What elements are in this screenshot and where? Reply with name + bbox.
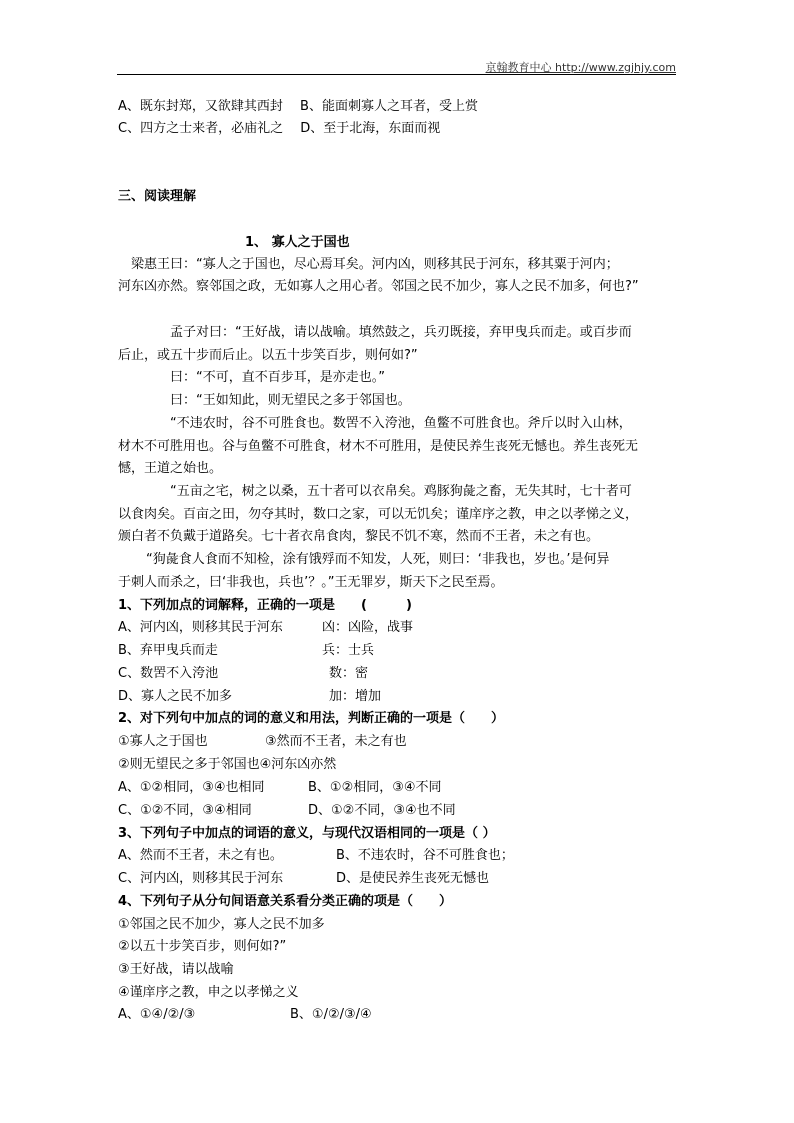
passage-line: 孟子对曰：“王好战，请以战喻。填然鼓之，兵刃既接，弃甲曳兵而走。或百步而 — [170, 325, 632, 340]
q3-option-b: B、不违农时，谷不可胜食也； — [336, 848, 514, 863]
passage-line: 于刺人而杀之，曰‘非我也，兵也’？。”王无罪岁，斯天下之民至焉。 — [118, 575, 504, 590]
q3-option-c: C、河内凶，则移其民于河东 — [118, 871, 284, 886]
passage-line: 憾，王道之始也。 — [118, 461, 223, 476]
q1-option-c-gloss: 数：密 — [329, 666, 369, 681]
passage-line: 以食肉矣。百亩之田，勿夺其时，数口之家，可以无饥矣；谨庠序之教，申之以孝悌之义， — [118, 507, 639, 522]
q1-option-b: B、弃甲曳兵而走 — [118, 643, 218, 658]
passage-line: 河东凶亦然。察邻国之政，无如寡人之用心者。邻国之民不加少，寡人之民不加多，何也?” — [118, 279, 639, 294]
q1-option-d-gloss: 加：增加 — [329, 689, 382, 704]
q1-option-a-gloss: 凶：凶险，战事 — [322, 620, 414, 635]
question-1-stem: 1、下列加点的词解释，正确的一项是 ( ) — [118, 598, 412, 613]
question-2-stem: 2、对下列句中加点的词的意义和用法，判断正确的一项是（ ） — [118, 711, 505, 726]
header-divider — [117, 74, 676, 75]
passage-line: 后止，或五十步而后止。以五十步笑百步，则何如?” — [118, 348, 418, 363]
q2-option-b: B、①②相同，③④不同 — [308, 780, 442, 795]
q1-option-d: D、寡人之民不加多 — [118, 689, 233, 704]
header-text: 京翰教育中心 http://www.zgjhjy.com — [485, 61, 676, 74]
q2-sentence-1: ①寡人之于国也 — [118, 734, 208, 749]
options-row-1: A、既东封郑，又欲肆其西封 B、能面刺寡人之耳者，受上赏 — [118, 99, 478, 114]
passage-line: 梁惠王曰：“寡人之于国也，尽心焉耳矣。河内凶，则移其民于河东，移其粟于河内； — [131, 257, 619, 272]
q4-item-2: ②以五十步笑百步，则何如?” — [118, 939, 287, 954]
passage-line: “不违农时，谷不可胜食也。数罟不入洿池，鱼鳖不可胜食也。斧斤以时入山林， — [170, 416, 632, 431]
q4-item-4: ④谨庠序之教，申之以孝悌之义 — [118, 985, 299, 1000]
q1-option-a: A、河内凶，则移其民于河东 — [118, 620, 283, 635]
passage-line: 颁白者不负戴于道路矣。七十者衣帛食肉，黎民不饥不寒，然而不王者，未之有也。 — [118, 529, 600, 544]
q2-option-d: D、①②不同，③④也不同 — [308, 803, 456, 818]
q2-option-a: A、①②相同，③④也相同 — [118, 780, 265, 795]
q2-option-c: C、①②不同，③④相同 — [118, 803, 252, 818]
passage-title: 1、 寡人之于国也 — [245, 235, 350, 250]
passage-line: “狗彘食人食而不知检，涂有饿殍而不知发，人死，则曰：‘非我也，岁也。’是何异 — [146, 552, 610, 567]
passage-line: 材木不可胜用也。谷与鱼鳖不可胜食，材木不可胜用，是使民养生丧死无憾也。养生丧死无 — [118, 439, 639, 454]
question-3-stem: 3、下列句子中加点的词语的意义，与现代汉语相同的一项是（ ） — [118, 826, 496, 841]
question-4-stem: 4、下列句子从分句间语意关系看分类正确的项是（ ） — [118, 894, 453, 909]
passage-line: 曰：“王如知此，则无望民之多于邻国也。 — [170, 393, 411, 408]
q1-option-b-gloss: 兵：士兵 — [322, 643, 375, 658]
q1-option-c: C、数罟不入洿池 — [118, 666, 219, 681]
q4-item-3: ③王好战，请以战喻 — [118, 962, 234, 977]
passage-line: 曰：“不可，直不百步耳，是亦走也。” — [170, 370, 385, 385]
q3-option-a: A、然而不王者，未之有也。 — [118, 848, 283, 863]
passage-line: “五亩之宅，树之以桑，五十者可以衣帛矣。鸡豚狗彘之畜，无失其时，七十者可 — [170, 484, 632, 499]
q4-item-1: ①邻国之民不加少，寡人之民不加多 — [118, 917, 325, 932]
q3-option-d: D、是使民养生丧死无憾也 — [336, 871, 490, 886]
q2-sentence-2-4: ②则无望民之多于邻国也④河东凶亦然 — [118, 757, 337, 772]
options-row-2: C、四方之士来者，必庙礼之 D、至于北海，东面而视 — [118, 121, 441, 136]
q4-option-b: B、①/②/③/④ — [290, 1007, 372, 1022]
q4-option-a: A、①④/②/③ — [118, 1007, 196, 1022]
q2-sentence-3: ③然而不王者，未之有也 — [265, 734, 407, 749]
section-title: 三、阅读理解 — [118, 189, 197, 204]
